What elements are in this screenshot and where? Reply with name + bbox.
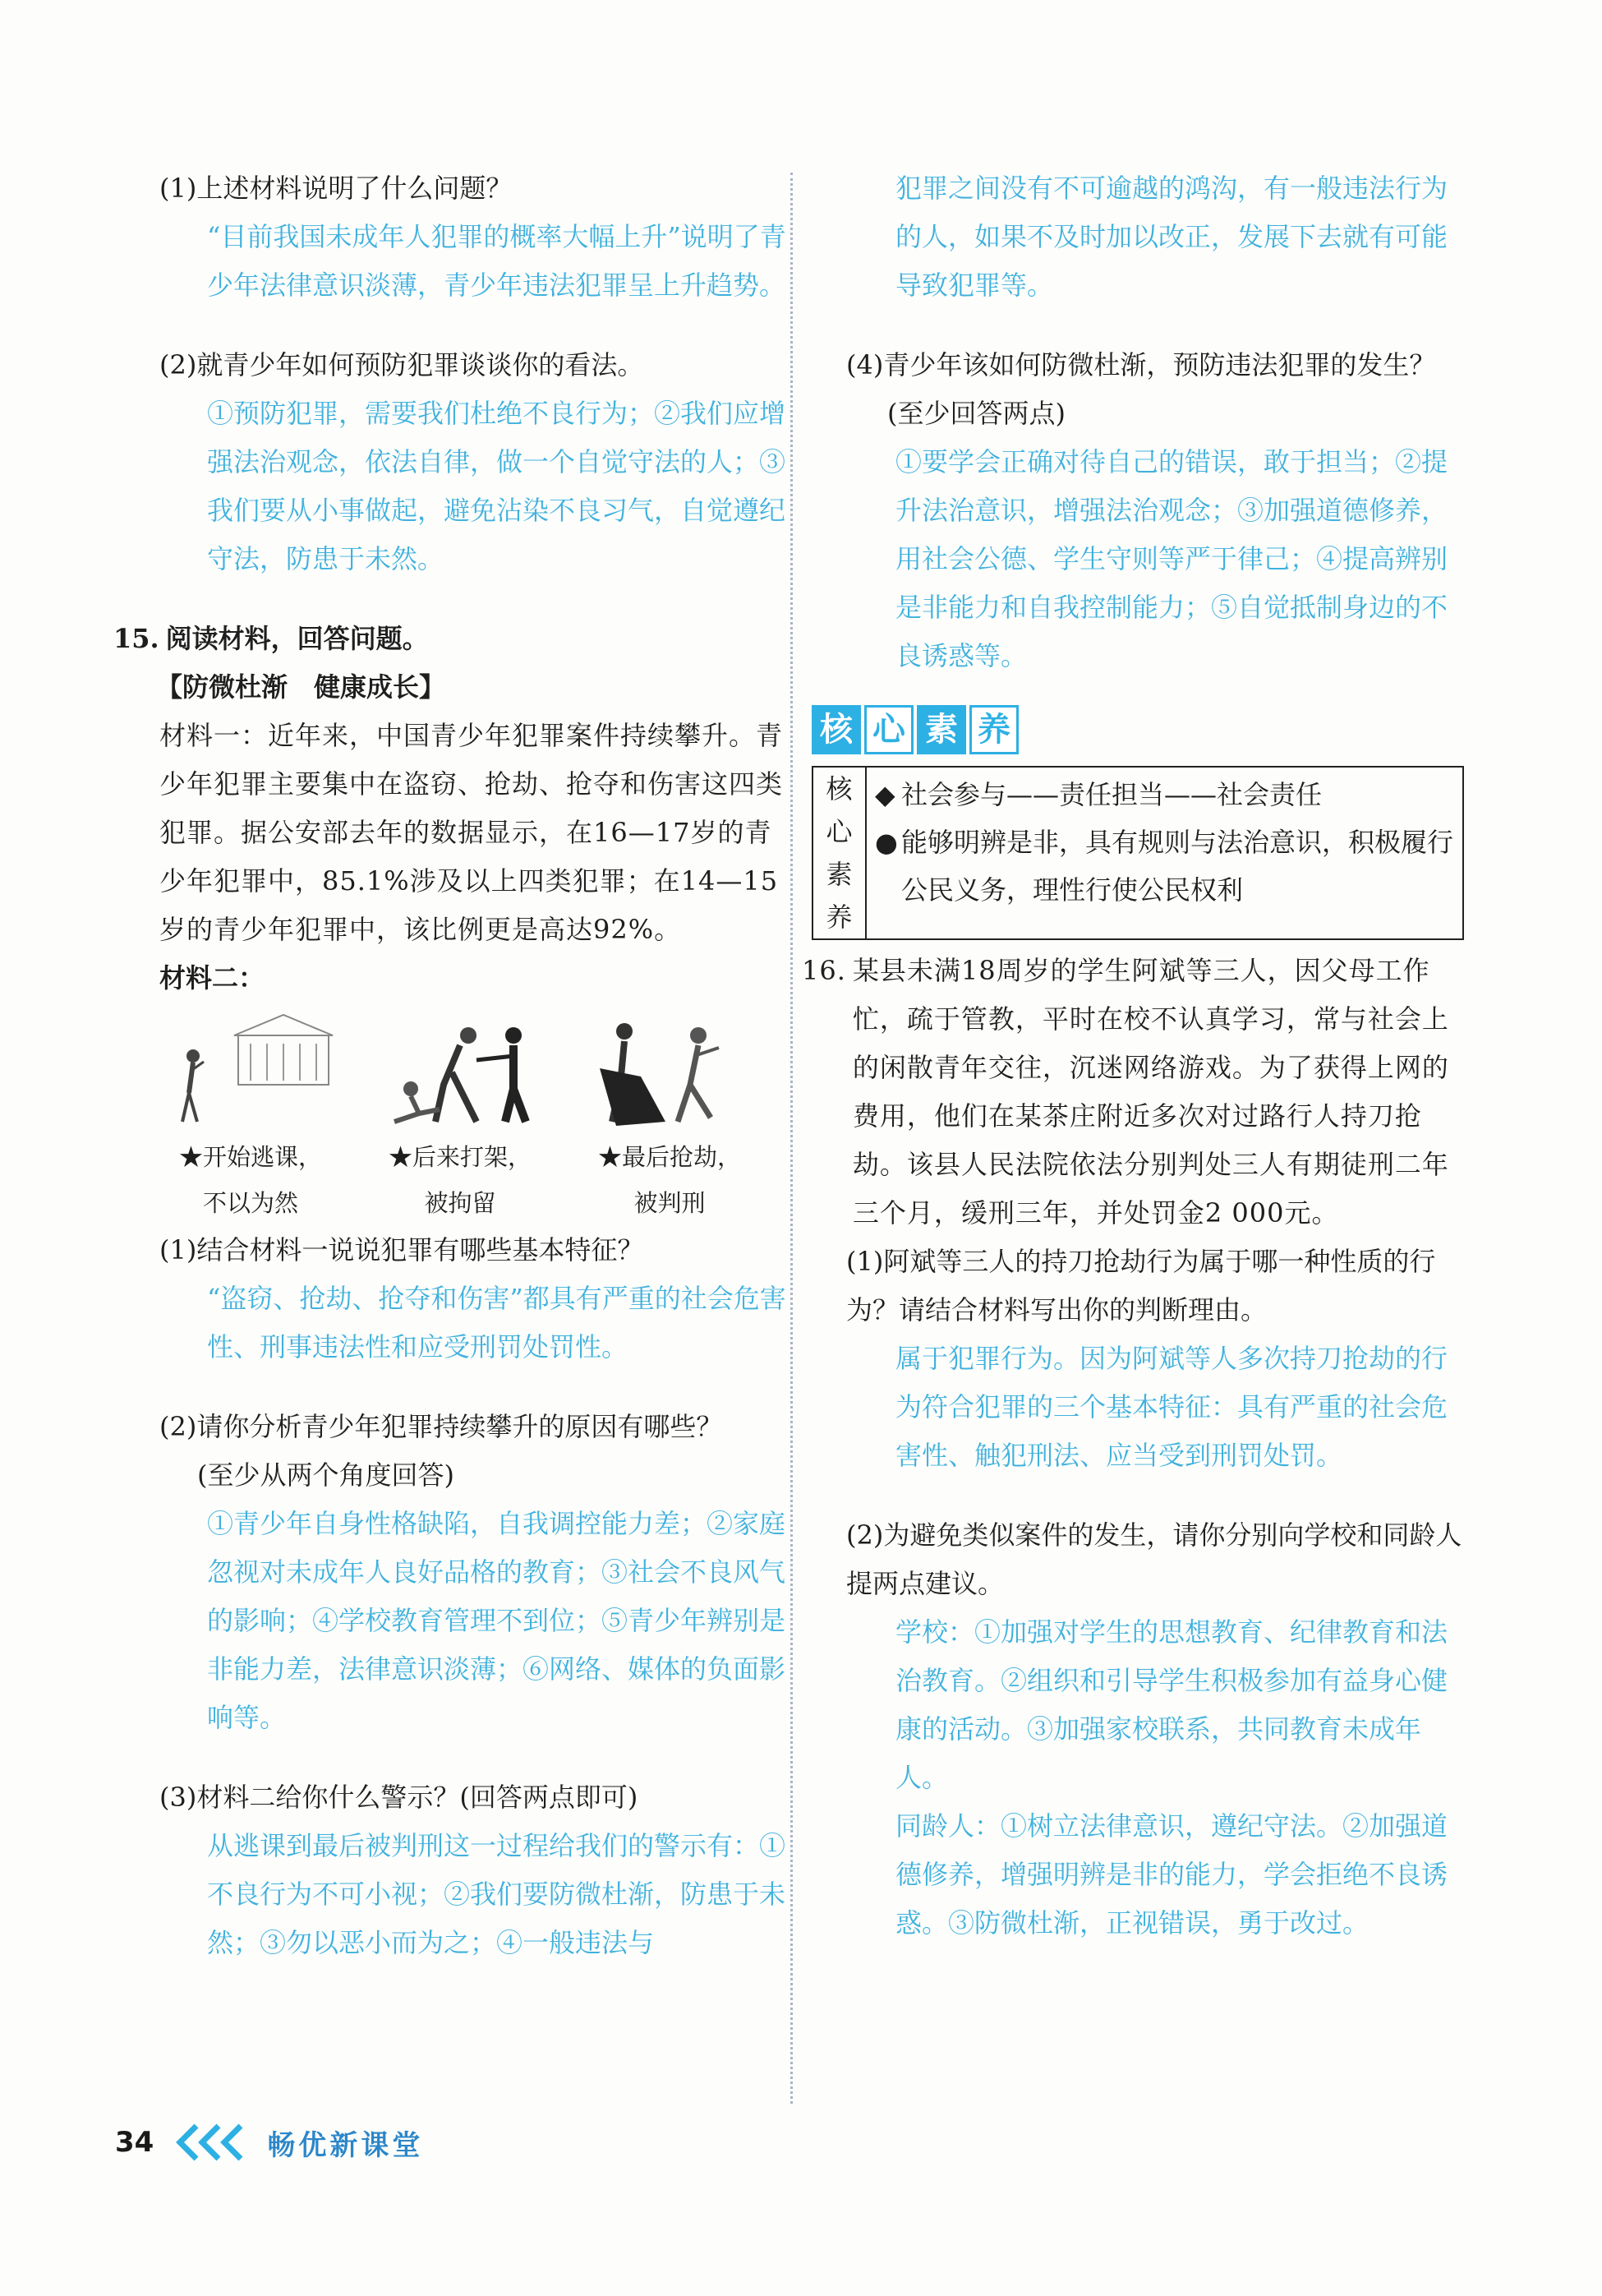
q15-part3-answer: 从逃课到最后被判刑这一过程给我们的警示有：①不良行为不可小视；②我们要防微杜渐，防患于未然；③勿以恶小而为之；④一般违法与 — [207, 1830, 786, 1958]
core-title-char-3: 素 — [917, 705, 966, 754]
page-number: 34 — [115, 2126, 154, 2159]
q15-number: 15. — [113, 623, 159, 654]
right-column — [802, 164, 1462, 1948]
q16-stem: 某县未满18周岁的学生阿斌等三人，因父母工作忙，疏于管教，平时在校不认真学习，常与社会上的闲散青年交往，沉迷网络游戏。为了获得上网的费用，他们在某茶庄附近多次对过路行人持刀抢劫。该县人民法院依法分别判处三人有期徒刑二年三个月，缓刑三年，并处罚金2 000元。 — [852, 955, 1449, 1229]
q14-part1-answer: “目前我国未成年人犯罪的概率大幅上升”说明了青少年法律意识淡薄，青少年违法犯罪呈上升趋势。 — [207, 221, 786, 301]
core-literacy-label: 核心 素养 — [813, 768, 867, 938]
q15-part3-answer-continued: 犯罪之间没有不可逾越的鸿沟，有一般违法行为的人，如果不及时加以改正，发展下去就有可能导致犯罪等。 — [895, 173, 1448, 301]
robbery-illustration — [567, 1011, 764, 1134]
q15-material-1: 材料一：近年来，中国青少年犯罪案件持续攀升。青少年犯罪主要集中在盗窃、抢劫、抢夺和伤害这四类犯罪。据公安部去年的数据显示，在16—17岁的青少年犯罪中，85.1%涉及以上四类犯罪；在14—15岁的青少年犯罪中，该比例更是高达92%。 — [159, 720, 784, 945]
q16-stem-block — [802, 947, 1462, 1238]
q16-part2-answer-school: 学校：①加强对学生的思想教育、纪律教育和法治教育。②组织和引导学生积极参加有益身心健康的活动。③加强家校联系，共同教育未成年人。 — [895, 1616, 1448, 1793]
material-2-illustrations — [156, 1011, 764, 1134]
q15-part2-answer: ①青少年自身性格缺陷，自我调控能力差；②家庭忽视对未成年人良好品格的教育；③社会不良风气的影响；④学校教育管理不到位；⑤青少年辨别是非能力差，法律意识淡薄；⑥网络、媒体的负面影响等。 — [207, 1508, 786, 1733]
brand-name: 畅优新课堂 — [267, 2128, 424, 2162]
q16-part2-question: (2)为避免类似案件的发生，请你分别向学校和同龄人提两点建议。 — [846, 1519, 1462, 1599]
q14-part2-answer: ①预防犯罪，需要我们杜绝不良行为；②我们应增强法治观念，依法自律，做一个自觉守法的人；③我们要从小事做起，避免沾染不良习气，自觉遵纪守法，防患于未然。 — [207, 398, 786, 574]
q16-part1-answer: 属于犯罪行为。因为阿斌等人多次持刀抢劫的行为符合犯罪的三个基本特征：具有严重的社会危害性、触犯刑法、应当受到刑罚处罚。 — [895, 1343, 1448, 1471]
caption-1: ★开始逃课， 不以为然 — [178, 1143, 322, 1217]
caption-3: ★最后抢劫， 被判刑 — [597, 1143, 741, 1217]
core-title-char-1: 核 — [812, 705, 861, 754]
material-2-captions — [156, 1134, 764, 1226]
q15-part2-note: (至少从两个角度回答) — [197, 1459, 454, 1491]
q16-number: 16. — [802, 955, 846, 986]
core-item-2: ● 能够明辨是非，具有规则与法治意识，积极履行公民义务，理性行使公民权利 — [874, 827, 1453, 906]
core-title-char-4: 养 — [969, 705, 1019, 754]
q15-part3-question: (3)材料二给你什么警示？(回答两点即可) — [159, 1782, 638, 1813]
core-title-char-2: 心 — [864, 705, 914, 754]
core-literacy-table — [812, 766, 1464, 940]
q15-part4-note: (至少回答两点) — [887, 398, 1066, 429]
q15-heading: 【防微杜渐 健康成长】 — [156, 671, 446, 703]
core-item-1: ◆ 社会参与——责任担当——社会责任 — [874, 779, 1322, 810]
q15-material-2-label: 材料二： — [159, 962, 265, 994]
q15-header — [113, 615, 797, 663]
q15-part4-answer: ①要学会正确对待自己的错误，敢于担当；②提升法治意识，增强法治观念；③加强道德修养，用社会公德、学生守则等严于律己；④提高辨别是非能力和自我控制能力；⑤自觉抵制身边的不良诱惑等。 — [895, 446, 1448, 671]
q15-part1-question: (1)结合材料一说说犯罪有哪些基本特征？ — [159, 1234, 644, 1266]
q15-part1-answer: “盗窃、抢劫、抢夺和伤害”都具有严重的社会危害性、刑事违法性和应受刑罚处罚性。 — [207, 1283, 786, 1362]
q15-title: 阅读材料，回答问题。 — [165, 623, 429, 654]
caption-2: ★后来打架， 被拘留 — [388, 1143, 532, 1217]
fighting-illustration — [361, 1011, 559, 1134]
q14-part1-question: (1)上述材料说明了什么问题？ — [159, 173, 513, 204]
chevron-left-icon — [165, 2122, 255, 2163]
page-footer — [115, 2122, 423, 2163]
core-literacy-items — [867, 768, 1462, 938]
q14-part2-question: (2)就青少年如何预防犯罪谈谈你的看法。 — [159, 349, 644, 380]
q16-part1-question: (1)阿斌等三人的持刀抢劫行为属于哪一种性质的行为？请结合材料写出你的判断理由。 — [846, 1246, 1436, 1326]
q16-part2-answer-peer: 同龄人：①树立法律意识，遵纪守法。②加强道德修养，增强明辨是非的能力，学会拒绝不良诱惑。③防微杜渐，正视错误，勇于改过。 — [895, 1810, 1448, 1939]
left-column — [113, 164, 797, 1967]
core-literacy-title — [812, 705, 1462, 754]
q15-part4-question: (4)青少年该如何防微杜渐，预防违法犯罪的发生？ — [846, 349, 1436, 380]
q15-part2-question: (2)请你分析青少年犯罪持续攀升的原因有哪些？ — [159, 1411, 723, 1442]
skipping-class-illustration — [156, 1011, 353, 1134]
